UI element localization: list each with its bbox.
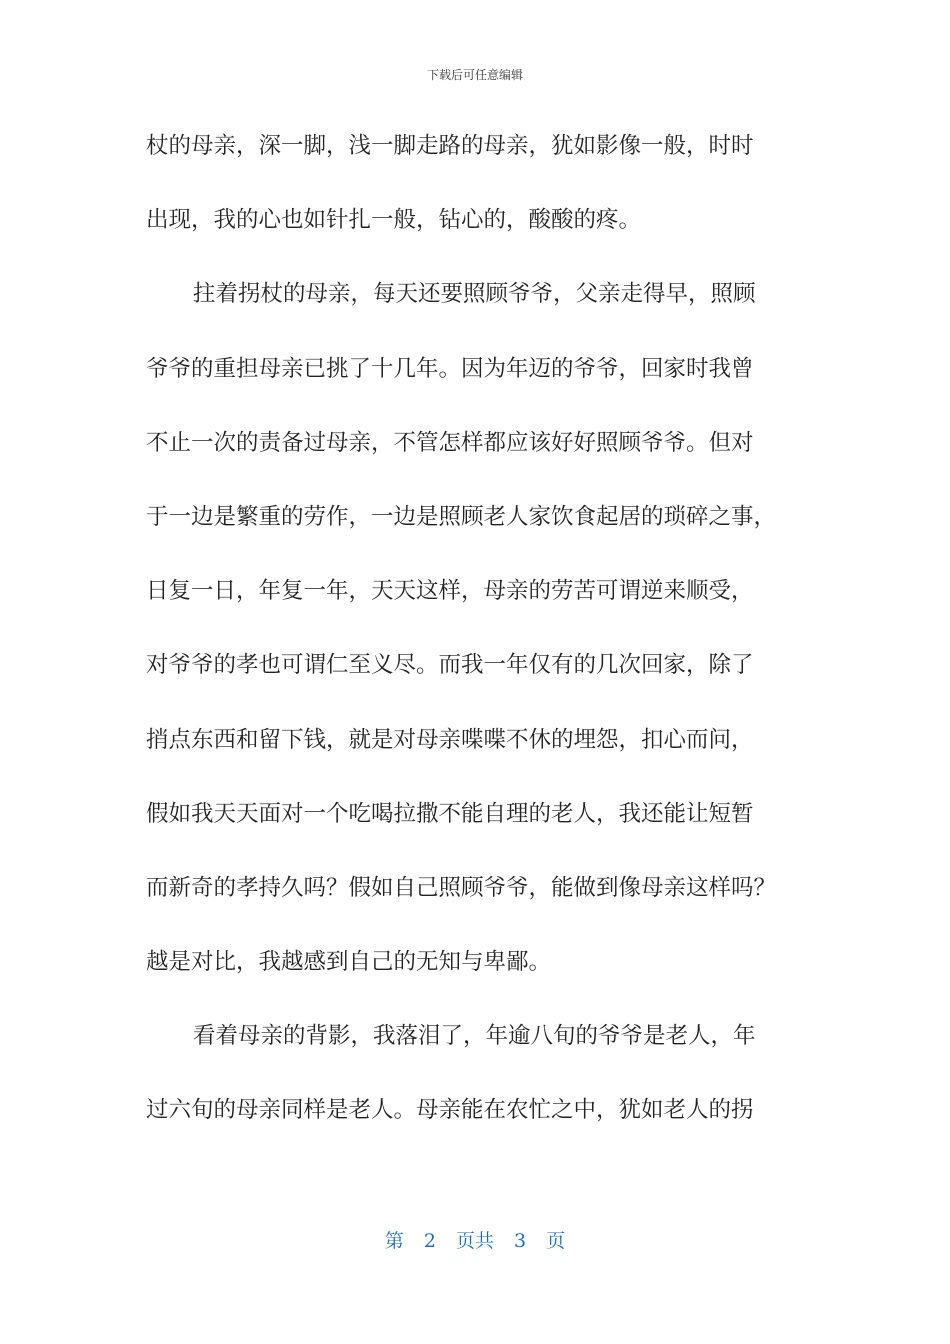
- text-line: 杖的母亲，深一脚，浅一脚走路的母亲，犹如影像一般，时时: [146, 133, 754, 159]
- total-pages-number: 3: [514, 1230, 527, 1252]
- text-line: 捎点东西和留下钱，就是对母亲喋喋不休的埋怨，扣心而问，: [146, 726, 754, 753]
- header-note: 下载后可任意编辑: [426, 68, 523, 82]
- text-line: 对爷爷的孝也可谓仁至义尽。而我一年仅有的几次回家，除了: [146, 652, 754, 679]
- text-line: 过六旬的母亲同样是老人。母亲能在农忙之中，犹如老人的拐: [146, 1097, 754, 1124]
- text-line: 而新奇的孝持久吗？假如自己照顾爷爷，能做到像母亲这样吗？: [146, 874, 777, 901]
- page-mid: 页共: [455, 1230, 494, 1252]
- paragraph-start-line: 看着母亲的背影，我落泪了，年逾八旬的爷爷是老人，年: [193, 1023, 756, 1050]
- text-line: 出现，我的心也如针扎一般，钻心的，酸酸的疼。: [146, 207, 642, 234]
- document-body: [146, 124, 826, 1163]
- text-line: 越是对比，我越感到自己的无知与卑鄙。: [146, 949, 552, 976]
- text-line: 日复一日，年复一年，天天这样，母亲的劳苦可谓逆来顺受，: [146, 578, 754, 605]
- page-prefix: 第: [384, 1230, 404, 1252]
- text-line: 于一边是繁重的劳作，一边是照顾老人家饮食起居的琐碎之事，: [146, 503, 777, 530]
- page-suffix: 页: [546, 1230, 566, 1252]
- text-line: 假如我天天面对一个吃喝拉撒不能自理的老人，我还能让短暂: [146, 800, 754, 827]
- current-page-number: 2: [423, 1230, 436, 1252]
- text-line: 爷爷的重担母亲已挑了十几年。因为年迈的爷爷，回家时我曾: [146, 355, 754, 382]
- paragraph-start-line: 拄着拐杖的母亲，每天还要照顾爷爷，父亲走得早，照顾: [193, 281, 756, 308]
- text-line: 不止一次的责备过母亲，不管怎样都应该好好照顾爷爷。但对: [146, 429, 754, 456]
- page-number-footer: [0, 1226, 950, 1253]
